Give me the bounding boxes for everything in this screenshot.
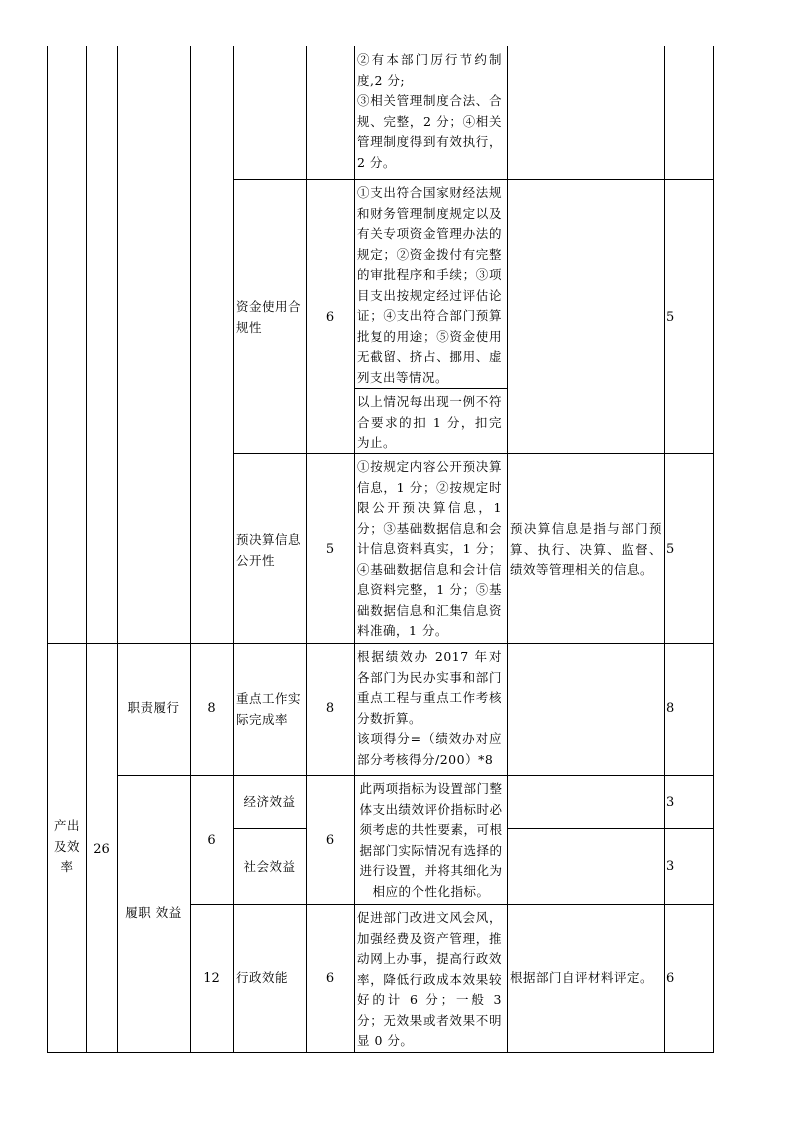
criteria-cell: 此两项指标为设置部门整体支出绩效评价指标时必须考虑的共性要素，可根据部门实际情况有选择的进行设置，并将其细化为相应的个性化指标。 (359, 781, 503, 899)
table-line (47, 1052, 714, 1053)
table-line (86, 46, 87, 1053)
score-cell: 3 (666, 795, 675, 810)
level2-weight-cell: 8 (207, 701, 216, 716)
level2-indicator-cell: 履职 效益 (125, 905, 182, 920)
score-cell: 8 (666, 701, 675, 716)
table-line (713, 46, 714, 1053)
sub-weight-cell: 12 (203, 971, 220, 986)
table-line (233, 828, 307, 829)
level1-weight-cell: 26 (93, 842, 110, 857)
table-line (47, 46, 48, 1053)
table-line (354, 46, 355, 1053)
table-line (117, 775, 714, 776)
table-line (507, 828, 714, 829)
table-line (233, 179, 714, 180)
indicator-cell: 资金使用合规性 (236, 299, 302, 335)
sub-weight-cell: 6 (207, 833, 216, 848)
weight-cell: 8 (325, 701, 335, 716)
weight-cell: 6 (325, 971, 335, 986)
weight-cell: 5 (325, 542, 335, 557)
indicator-cell: 行政效能 (236, 970, 289, 985)
table-line (507, 46, 508, 1053)
weight-cell: 6 (325, 310, 335, 325)
note-cell: 预决算信息是指与部门预算、执行、决算、监督、绩效等管理相关的信息。 (510, 521, 662, 577)
criteria-cell: ②有本部门厉行节约制度,2 分; ③相关管理制度合法、合规、完整，2 分；④相关管理制度得到有效执行，2 分。 (357, 52, 502, 170)
indicator-cell: 重点工作实际完成率 (236, 691, 302, 727)
criteria-cell: ①支出符合国家财经法规和财务管理制度规定以及有关专项资金管理办法的规定；②资金拨付有完整的审批程序和手续；③项目支出按规定经过评估论证；④支出符合部门预算批复的用途；⑤资金使用无截留、挤占、挪用、虚列支出等情况。 (357, 185, 502, 385)
score-cell: 5 (666, 542, 675, 557)
criteria-cell: 促进部门改进文风会风，加强经费及资产管理，推动网上办事，提高行政效率，降低行政成本效果较好的计 6 分；一般 3 分；无效果或者效果不明显 0 分。 (357, 910, 502, 1048)
criteria-cell: ①按规定内容公开预决算信息，1 分；②按规定时限公开预决算信息，1 分；③基础数据信息和会计信息资料真实，1 分；④基础数据信息和会计信息资料完整，1 分；⑤基础数据信息和汇集信息资料准确，1 分。 (357, 459, 502, 638)
table-line (117, 46, 118, 1053)
weight-cell: 6 (325, 833, 335, 848)
table-line (664, 46, 665, 1053)
level1-indicator-cell: 产出及效率 (53, 818, 80, 874)
table-line (233, 46, 234, 1053)
score-cell: 5 (666, 310, 675, 325)
criteria-cell: 根据绩效办 2017 年对各部门为民办实事和部门重点工程与重点工作考核分数折算。 该项得分=（绩效办对应部分考核得分/200）*8 (357, 649, 502, 767)
table-line (47, 643, 714, 644)
table-line (190, 904, 714, 905)
table-line (354, 388, 508, 389)
score-cell: 6 (666, 971, 675, 986)
score-cell: 3 (666, 859, 675, 874)
table-line (190, 46, 191, 1053)
note-cell: 根据部门自评材料评定。 (510, 970, 654, 985)
indicator-cell: 社会效益 (243, 859, 296, 874)
indicator-cell: 预决算信息公开性 (236, 532, 302, 568)
indicator-cell: 经济效益 (243, 794, 296, 809)
level2-indicator-cell: 职责履行 (127, 700, 180, 715)
deduction-cell: 以上情况每出现一例不符合要求的扣 1 分，扣完为止。 (357, 394, 502, 450)
